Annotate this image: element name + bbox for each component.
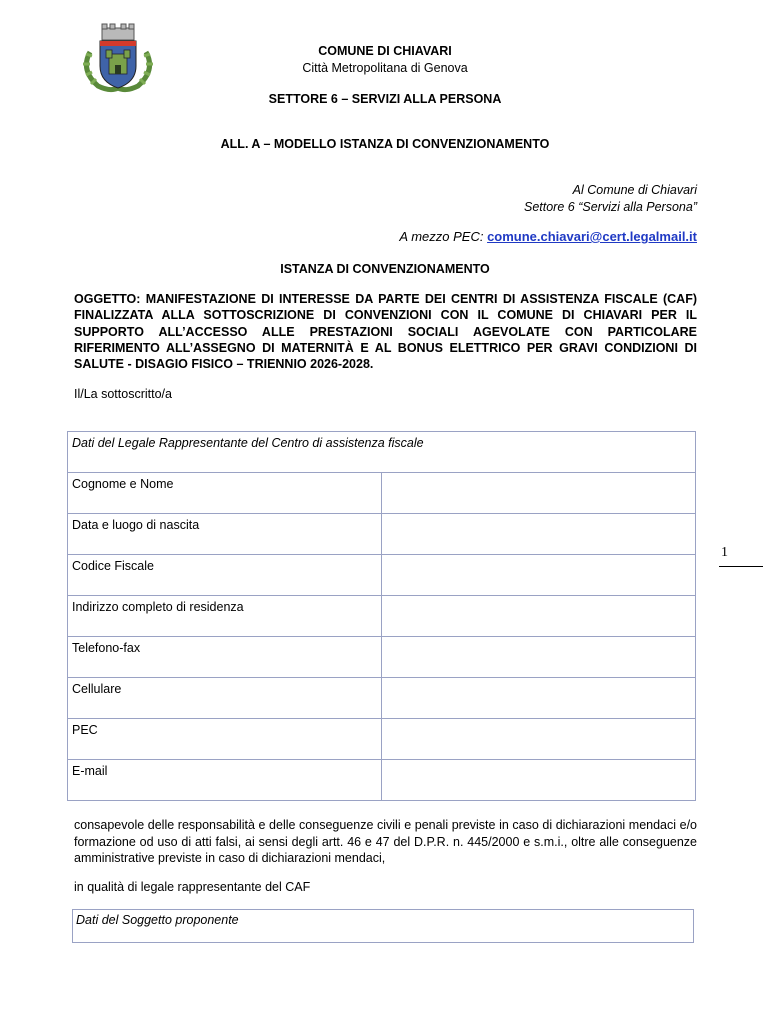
codice-fiscale-field[interactable] xyxy=(382,555,696,596)
field-label: Cellulare xyxy=(68,678,382,719)
soggetto-heading: Dati del Soggetto proponente xyxy=(76,913,239,927)
document-title: ALL. A – MODELLO ISTANZA DI CONVENZIONAMENTO xyxy=(220,137,550,151)
table-row xyxy=(68,596,696,637)
field-label: Data e luogo di nascita xyxy=(68,514,382,555)
istanza-title: ISTANZA DI CONVENZIONAMENTO xyxy=(280,262,490,276)
recipient-line-2: Settore 6 “Servizi alla Persona” xyxy=(524,200,697,214)
pec-line xyxy=(399,229,697,244)
page-number-rule xyxy=(719,566,763,567)
table-row xyxy=(68,719,696,760)
telefono-fax-field[interactable] xyxy=(382,637,696,678)
legal-representative-table xyxy=(67,431,696,801)
table-row xyxy=(68,760,696,801)
email-field[interactable] xyxy=(382,760,696,801)
consapevole-paragraph: consapevole delle responsabilità e delle conseguenze civili e penali previste in caso di dichiarazioni mendaci e/o formazione od uso di atti falsi, ai sensi degli artt. 46 e 47 del D.P.R. n. 445/2000 e s.m.i., oltre alle conseguenze amministrative previste in caso di dichiarazioni mendaci, xyxy=(74,818,697,865)
header-settore: SETTORE 6 – SERVIZI ALLA PERSONA xyxy=(268,92,502,106)
page-number: 1 xyxy=(721,545,728,560)
table-row xyxy=(68,473,696,514)
cognome-nome-field[interactable] xyxy=(382,473,696,514)
pec-prefix: A mezzo PEC: xyxy=(399,229,488,244)
indirizzo-field[interactable] xyxy=(382,596,696,637)
header-comune: COMUNE DI CHIAVARI xyxy=(318,44,452,58)
field-label: PEC xyxy=(68,719,382,760)
field-label: Cognome e Nome xyxy=(68,473,382,514)
coat-of-arms-icon xyxy=(76,22,160,94)
field-label: Indirizzo completo di residenza xyxy=(68,596,382,637)
pec-email-link[interactable]: comune.chiavari@cert.legalmail.it xyxy=(487,229,697,244)
oggetto-paragraph: OGGETTO: MANIFESTAZIONE DI INTERESSE DA PARTE DEI CENTRI DI ASSISTENZA FISCALE (CAF) FINALIZZATA ALLA SOTTOSCRIZIONE DI CONVENZIONI CON IL COMUNE DI CHIAVARI PER IL SUPPORTO ALL’ACCESSO ALLE PRESTAZIONI SOCIALI AGEVOLATE CON PARTICOLARE RIFERIMENTO ALL’ASSEGNO DI MATERNITÀ E AL BONUS ELETTRICO PER GRAVI CONDIZIONI DI SALUTE - DISAGIO FISICO – TRIENNIO 2026-2028. xyxy=(74,292,697,372)
data-luogo-nascita-field[interactable] xyxy=(382,514,696,555)
recipient-line-1: Al Comune di Chiavari xyxy=(572,183,697,197)
soggetto-proponente-box xyxy=(72,909,694,943)
field-label: E-mail xyxy=(68,760,382,801)
table-row xyxy=(68,555,696,596)
field-label: Telefono-fax xyxy=(68,637,382,678)
field-label: Codice Fiscale xyxy=(68,555,382,596)
table-row xyxy=(68,678,696,719)
table-heading: Dati del Legale Rappresentante del Centro di assistenza fiscale xyxy=(68,432,696,473)
pec-field[interactable] xyxy=(382,719,696,760)
table-row xyxy=(68,637,696,678)
table-row xyxy=(68,514,696,555)
header-citta: Città Metropolitana di Genova xyxy=(302,61,468,75)
sottoscritto-label: Il/La sottoscritto/a xyxy=(74,387,172,401)
cellulare-field[interactable] xyxy=(382,678,696,719)
qualita-label: in qualità di legale rappresentante del CAF xyxy=(74,880,311,894)
